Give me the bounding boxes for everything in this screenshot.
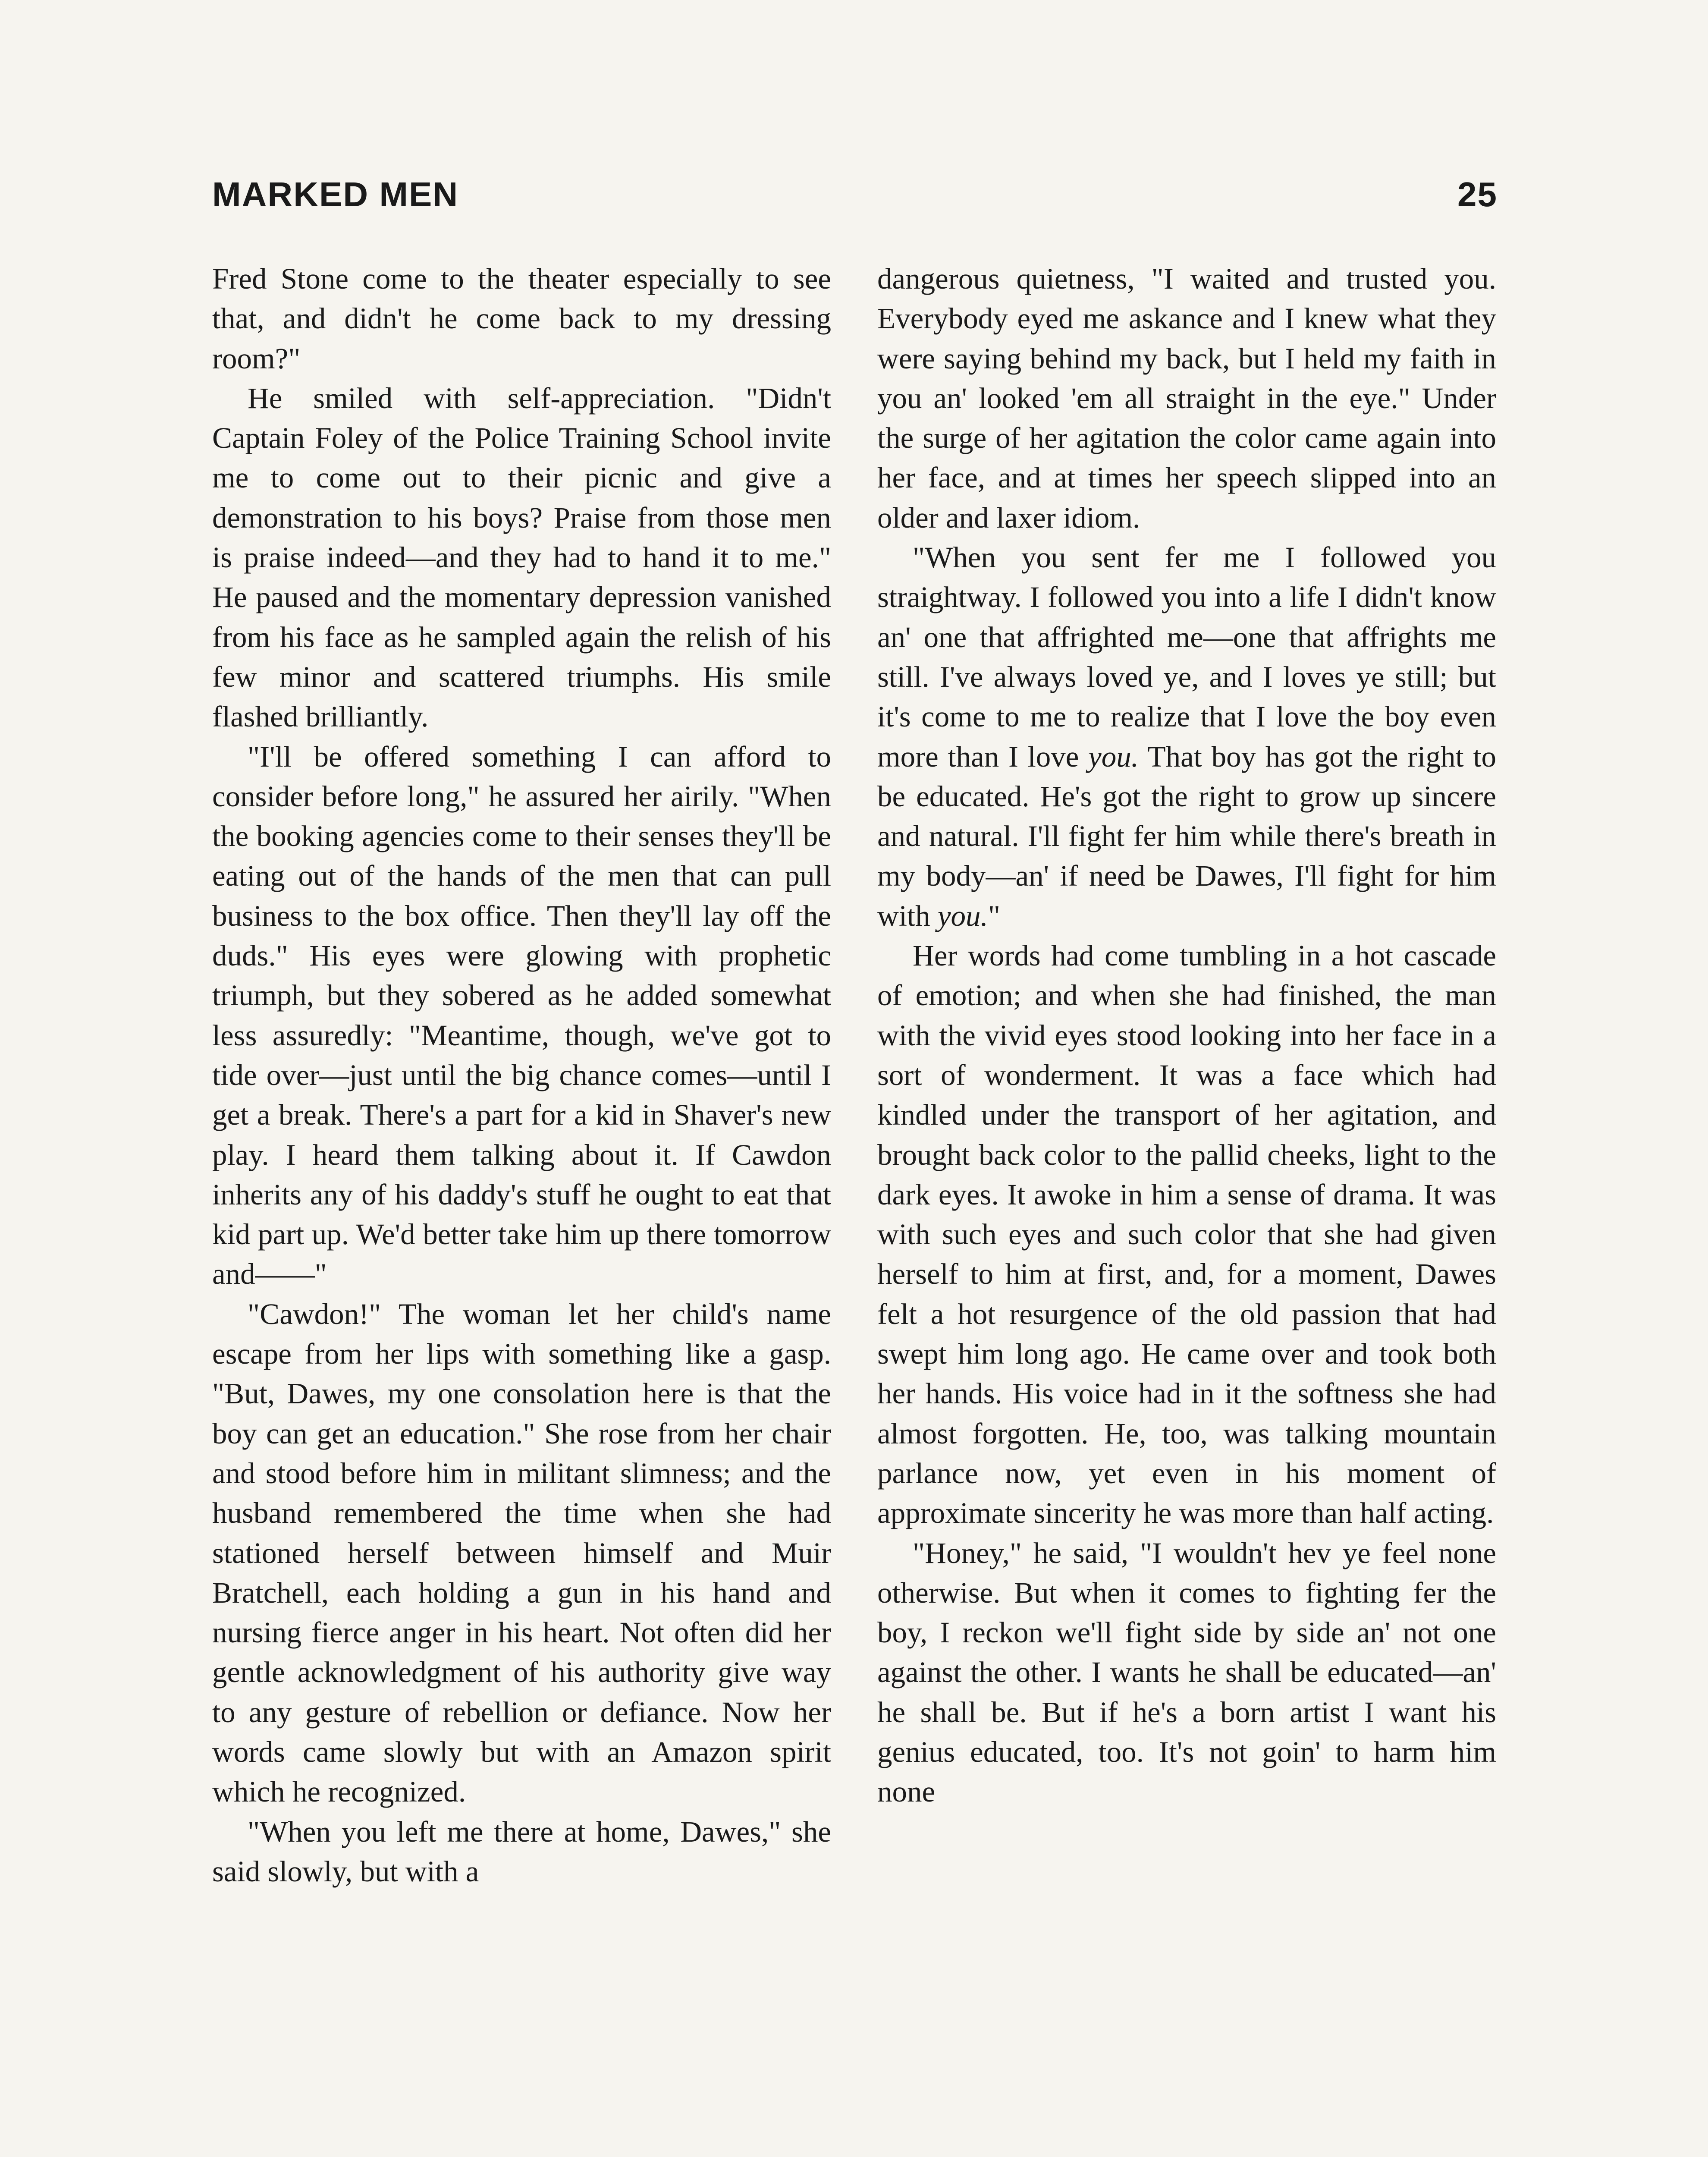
emphasis: you. <box>937 899 988 932</box>
right-column <box>877 259 1496 1812</box>
paragraph: He smiled with self-appreciation. "Didn't Captain Foley of the Police Training School invite me to come out to their picnic and give a demonstration to his boys? Praise from those men is praise indeed—and they had to hand it to me." He paused and the momentary depression vanished from his face as he sampled again the relish of his few minor and scattered triumphs. His smile flashed brilliantly. <box>212 381 831 733</box>
paragraph-with-emphasis <box>877 538 1496 936</box>
paragraph: "I'll be offered something I can afford to consider before long," he assured her airily. "When the booking agencies come to their senses they'll be eating out of the hands of the men that can pull business to the box office. Then they'll lay off the duds." His eyes were glowing with prophetic triumph, but they sobered as he added somewhat less assuredly: "Meantime, though, we've got to tide over—just until the big chance comes—until I get a break. There's a part for a kid in Shaver's new play. I heard them talking about it. If Cawdon inherits any of his daddy's stuff he ought to eat that kid part up. We'd better take him up there tomorrow and——" <box>212 740 831 1291</box>
running-head-title: MARKED MEN <box>212 175 459 214</box>
text-run: " <box>988 899 1000 932</box>
text-run: That boy has got the right to be educated. He's got the right to grow up sincere and natural. I'll fight fer him while there's breath in my body—an' if need be Dawes, I'll fight for him with <box>877 740 1496 932</box>
emphasis: you. <box>1088 740 1139 773</box>
paragraph: "Honey," he said, "I wouldn't hev ye feel none otherwise. But when it comes to fighting fer the boy, I reckon we'll fight side by side an' not one against the other. I wants he shall be educated—an' he shall be. But if he's a born artist I want his genius educated, too. It's not goin' to harm him none <box>877 1536 1496 1808</box>
running-head <box>212 175 1498 222</box>
paragraph: dangerous quietness, "I waited and trusted you. Everybody eyed me askance and I knew what they were saying behind my back, but I held my faith in you an' looked 'em all straight in the eye." Under the surge of her agitation the color came again into her face, and at times her speech slipped into an older and laxer idiom. <box>877 262 1496 534</box>
paragraph: "Cawdon!" The woman let her child's name escape from her lips with something like a gasp. "But, Dawes, my one consolation here is that the boy can get an education." She rose from her chair and stood before him in militant slimness; and the husband remembered the time when she had stationed herself between himself and Muir Bratchell, each holding a gun in his hand and nursing fierce anger in his heart. Not often did her gentle acknowledgment of his authority give way to any gesture of rebellion or defiance. Now her words came slowly but with an Amazon spirit which he recognized. <box>212 1297 831 1808</box>
left-column <box>212 259 831 1891</box>
paragraph: Fred Stone come to the theater especially to see that, and didn't he come back to my dressing room?" <box>212 262 831 375</box>
paragraph: Her words had come tumbling in a hot cascade of emotion; and when she had finished, the man with the vivid eyes stood looking into her face in a sort of wonderment. It was a face which had kindled under the transport of her agitation, and brought back color to the pallid cheeks, light to the dark eyes. It awoke in him a sense of drama. It was with such eyes and such color that she had given herself to him at first, and, for a moment, Dawes felt a hot resurgence of the old passion that had swept him long ago. He came over and took both her hands. His voice had in it the softness she had almost forgotten. He, too, was talking mountain parlance now, yet even in his moment of approximate sincerity he was more than half acting. <box>877 939 1496 1530</box>
text-run: "When you sent fer me I followed you straightway. I followed you into a life I didn't know an' one that affrighted me—one that affrights me still. I've always loved ye, and I loves ye still; but it's come to me to realize that I love the boy even more than I love <box>877 541 1496 773</box>
paragraph: "When you left me there at home, Dawes," she said slowly, but with a <box>212 1815 831 1888</box>
page-number: 25 <box>1457 175 1498 214</box>
